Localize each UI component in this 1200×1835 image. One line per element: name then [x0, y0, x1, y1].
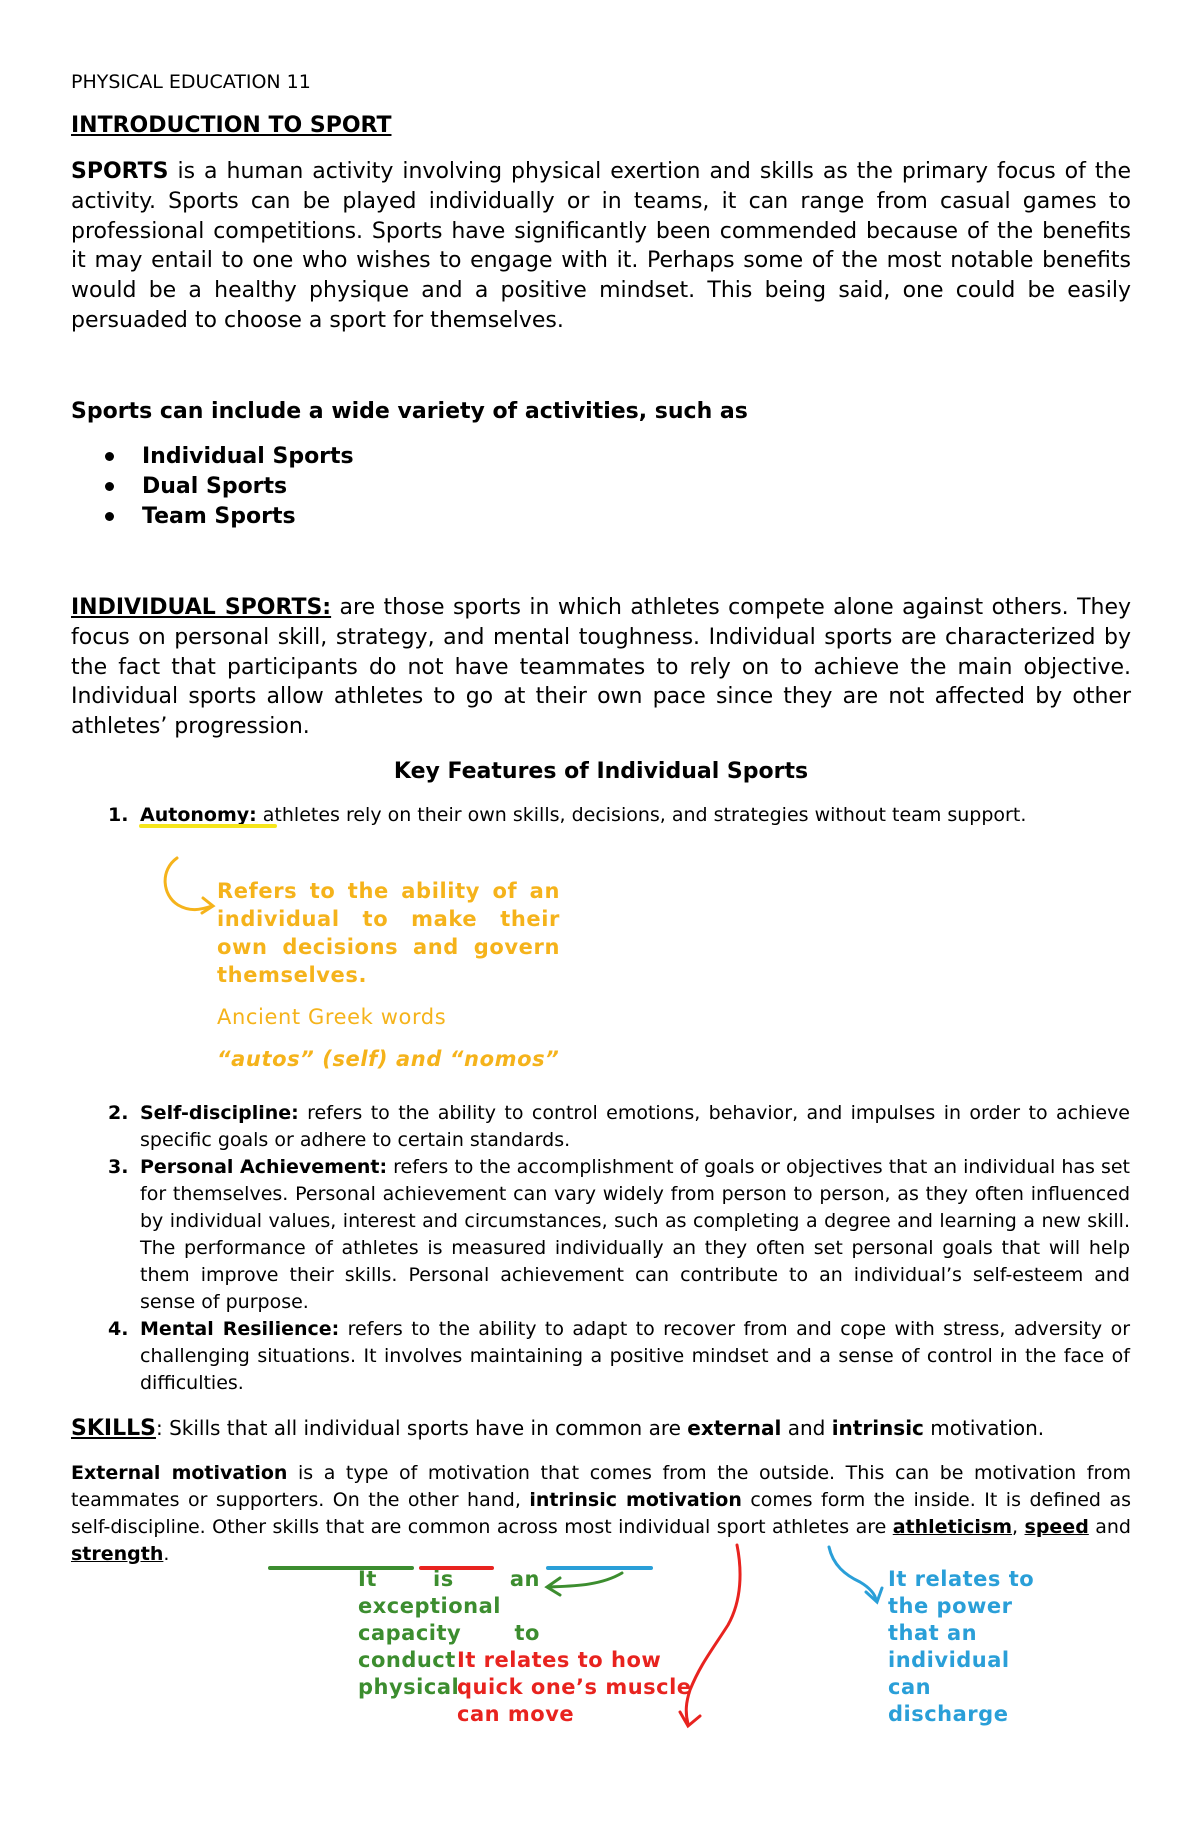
feature-item-self-discipline: [108, 1100, 1130, 1154]
varieties-list: [142, 442, 354, 532]
annotation-line: It relates to: [888, 1567, 1035, 1591]
course-label: PHYSICAL EDUCATION 11: [71, 71, 311, 93]
intro-text: is a human activity involving physical exertion and skills as the primary focus of the activity. Sports can be played individually or in teams, it can range from casual games to professional competitions. Sports have significantly been commended because of the benefits it may entail to one who wishes to engage with it. Perhaps some of the most notable benefits would be a healthy physique and a positive mindset. This being said, one could be easily persuaded to choose a sport for themselves.: [71, 159, 1131, 333]
individual-sports-text: are those sports in which athletes compete alone against others. They focus on personal skill, strategy, and mental toughness. Individual sports are characterized by the fact that participants do not have teammates to rely on to achieve the main objective. Individual sports allow athletes to go at their own pace since they are not affected by other athletes’ progression.: [71, 595, 1132, 740]
motivation-text: .: [163, 1543, 170, 1565]
skills-intrinsic: intrinsic: [831, 1416, 924, 1440]
feature-number: 1.: [108, 804, 129, 826]
page-title-text: INTRODUCTION TO SPORT: [71, 113, 392, 138]
feature-item-personal-achievement: [108, 1154, 1130, 1316]
annotation-line: that an: [888, 1621, 978, 1645]
feature-term: Mental Resilience:: [140, 1318, 340, 1340]
feature-text: refers to the ability to control emotions, behavior, and impulses in order to achieve specific goals or adhere to certain standards.: [140, 1102, 1130, 1151]
feature-number: 4.: [108, 1318, 129, 1340]
varieties-heading: Sports can include a wide variety of activities, such as: [71, 399, 748, 424]
features-heading: Key Features of Individual Sports: [393, 759, 809, 784]
strength-term: strength: [71, 1543, 164, 1565]
feature-number: 3.: [108, 1156, 129, 1178]
autonomy-annotation: [217, 877, 560, 989]
speed-arrow-icon: [686, 1545, 740, 1724]
feature-text: refers to the ability to adapt to recover from and cope with stress, adversity or challenging situations. It involves maintaining a positive mindset and a sense of control in the face of difficulties.: [140, 1318, 1131, 1394]
annotation-line: It relates to how: [457, 1648, 662, 1672]
motivation-text: and: [1088, 1516, 1131, 1538]
annotation-line: It is an: [358, 1567, 540, 1591]
intro-paragraph: [71, 157, 1131, 336]
motivation-text: ,: [1012, 1516, 1025, 1538]
feature-number: 2.: [108, 1102, 129, 1124]
annotation-line: the power: [888, 1594, 1013, 1618]
feature-item-autonomy: [108, 802, 1130, 829]
skills-external: external: [687, 1416, 782, 1440]
feature-term: Autonomy:: [140, 804, 257, 826]
individual-sports-term: INDIVIDUAL SPORTS:: [71, 595, 332, 620]
skills-text: and: [781, 1416, 832, 1440]
annotation-line: quick one’s muscle: [457, 1675, 692, 1699]
strength-annotation: [888, 1566, 1034, 1728]
bullet-icon: [105, 452, 114, 461]
feature-term: Personal Achievement:: [140, 1156, 388, 1178]
annotation-line: physical: [358, 1675, 460, 1699]
strength-arrowhead-icon: [866, 1588, 882, 1602]
annotation-line: individual to make their: [217, 907, 560, 931]
annotation-line: conduct: [358, 1648, 456, 1672]
skills-text: : Skills that all individual sports have in common are: [155, 1416, 688, 1440]
individual-sports-paragraph: [71, 593, 1131, 742]
feature-text: refers to the accomplishment of goals or objectives that an individual has set for themselves. Personal achievement can vary widely from person to person, as they often influenced by individual values, interest and circumstances, such as completing a degree and learning a new skill. The performance of athletes is measured individually an they often set personal goals that will help them improve their skills. Personal achievement can contribute to an individual’s self-esteem and sense of purpose.: [140, 1156, 1130, 1313]
motivation-text: is a type of motivation that comes from the outside. This can be motivation from teammates or supporters. On the other hand,: [71, 1462, 1131, 1511]
skills-term: SKILLS: [71, 1416, 156, 1441]
bullet-icon: [105, 512, 114, 521]
feature-term: Self-discipline:: [140, 1102, 299, 1124]
motivation-paragraph: [71, 1460, 1131, 1568]
external-motivation-term: External motivation: [71, 1462, 288, 1484]
speed-annotation: [457, 1647, 692, 1728]
list-item-label: Dual Sports: [142, 474, 288, 499]
athleticism-term: athleticism: [892, 1516, 1013, 1538]
annotation-line: individual: [888, 1648, 1010, 1672]
list-item: [142, 472, 354, 502]
autonomy-arrow-icon: [165, 858, 212, 910]
annotation-line: discharge: [888, 1702, 1009, 1726]
autonomy-arrowhead-icon: [202, 898, 213, 913]
intrinsic-motivation-term: intrinsic motivation: [529, 1489, 742, 1511]
annotation-line: capacity to: [358, 1621, 540, 1645]
annotation-line: own decisions and govern: [217, 935, 560, 959]
page-title: [71, 112, 391, 140]
list-item: [142, 502, 354, 532]
feature-text: athletes rely on their own skills, decisions, and strategies without team support.: [256, 804, 1027, 826]
list-item-label: Individual Sports: [142, 444, 354, 469]
annotation-line: themselves.: [217, 963, 368, 987]
skills-paragraph: [71, 1415, 1131, 1442]
athleticism-arrowhead-icon: [547, 1578, 560, 1595]
greek-note-1: Ancient Greek words: [217, 1005, 447, 1029]
annotation-line: Refers to the ability of an: [217, 879, 560, 903]
list-item: [142, 442, 354, 472]
athleticism-arrow-icon: [548, 1573, 622, 1587]
annotation-line: can: [888, 1675, 932, 1699]
skills-text: motivation.: [923, 1416, 1045, 1440]
annotation-line: exceptional: [358, 1594, 501, 1618]
list-item-label: Team Sports: [142, 504, 296, 529]
feature-item-mental-resilience: [108, 1316, 1131, 1397]
sports-term: SPORTS: [71, 159, 169, 184]
motivation-text: comes form the inside. It is defined as self-discipline. Other skills that are common across most individual sport athletes are: [71, 1489, 1132, 1538]
speed-term: speed: [1024, 1516, 1089, 1538]
greek-note-2: “autos” (self) and “nomos”: [217, 1047, 560, 1071]
annotation-line: can move: [457, 1702, 575, 1726]
bullet-icon: [105, 482, 114, 491]
